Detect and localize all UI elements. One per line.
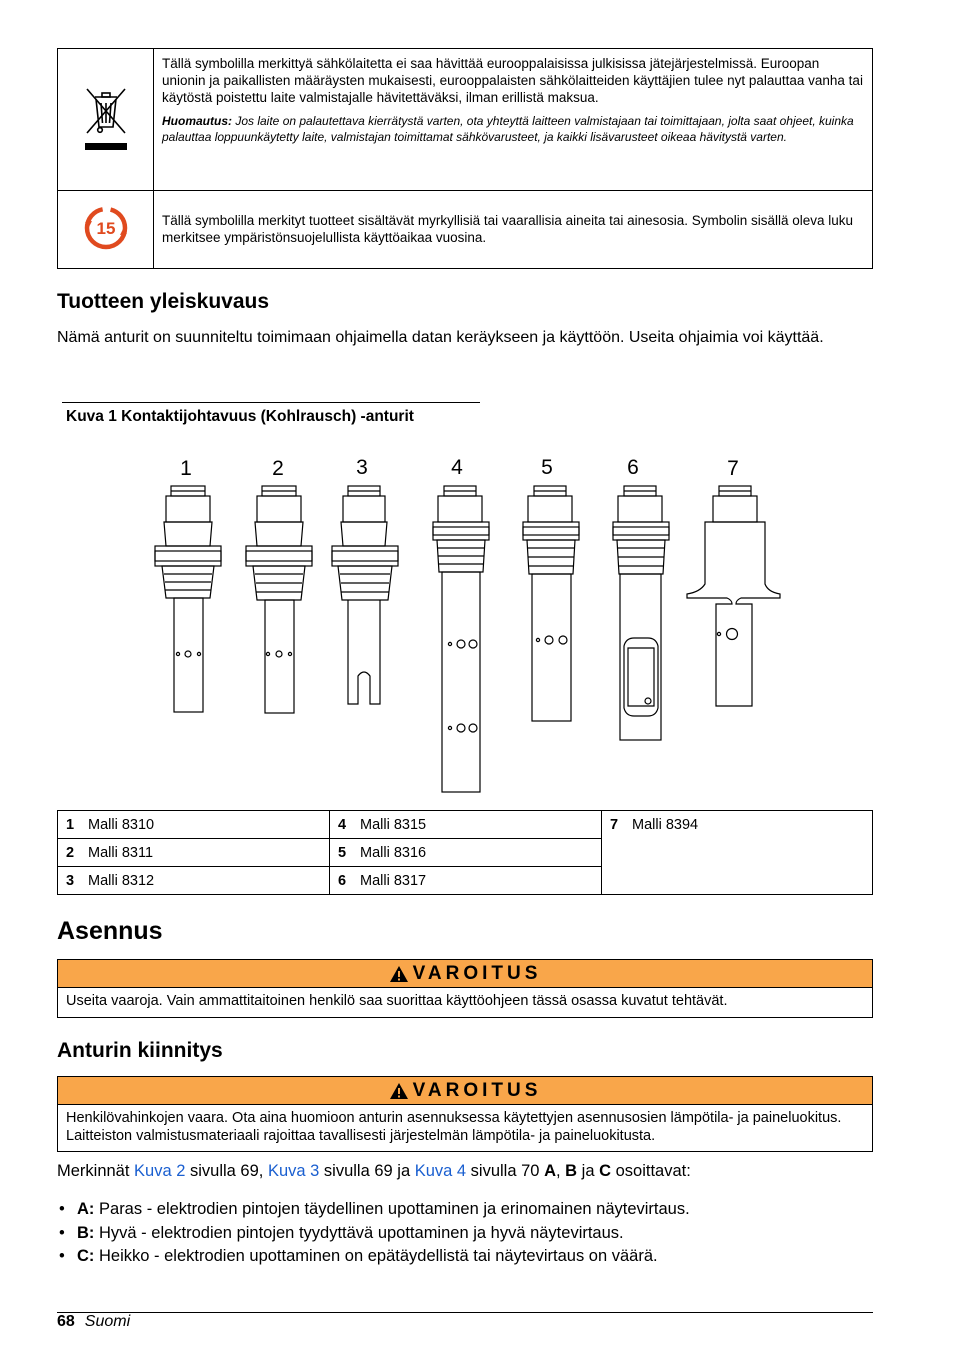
sensor-8310-drawing <box>155 486 221 712</box>
legend-item-5: 5 Malli 8316 <box>330 839 602 867</box>
link-kuva-4[interactable]: Kuva 4 <box>414 1162 467 1180</box>
rohs-text: Tällä symbolilla merkityt tuotteet sisältävät myrkyllisiä tai vaarallisia aineita tai ainesosia. Symbolin sisällä oleva luku merkitsee ympäristönsuojelullista käyttöaikaa vuosina. <box>162 212 854 245</box>
warning-text: Useita vaaroja. Vain ammattitaitoinen henkilö saa suorittaa käyttöohjeen tässä osassa kuvatut tehtävät. <box>66 993 728 1009</box>
installation-heading: Asennus <box>57 917 163 945</box>
list-item: • B: Hyvä - elektrodien pintojen tyydyttävä upottaminen ja hyvä näytevirtaus. <box>57 1222 873 1246</box>
mounting-intro: Merkinnät Kuva 2 sivulla 69, Kuva 3 sivulla 69 ja Kuva 4 sivulla 70 A, B ja C osoittavat: <box>57 1162 691 1180</box>
footer-language: Suomi <box>84 1313 131 1330</box>
weee-icon-cell <box>58 49 154 191</box>
rohs-description <box>154 191 873 269</box>
sensor-figure <box>140 448 820 808</box>
warning-header <box>58 1077 872 1105</box>
figure-label-3: 3 <box>356 456 368 479</box>
symbol-row-rohs <box>58 191 873 269</box>
warning-title: VAROITUS <box>412 963 542 984</box>
legend-item-7: 7 Malli 8394 <box>602 811 873 895</box>
figure-label-7: 7 <box>727 457 739 480</box>
page-number: 68 <box>57 1313 75 1330</box>
sensor-8316-drawing <box>523 486 579 721</box>
list-item: • A: Paras - elektrodien pintojen täydellinen upottaminen ja erinomainen näytevirtaus. <box>57 1198 873 1222</box>
sensor-8394-drawing <box>687 486 780 706</box>
china-rohs-15-icon <box>82 204 130 252</box>
mounting-bullets <box>57 1198 873 1269</box>
overview-heading: Tuotteen yleiskuvaus <box>57 290 270 313</box>
legend-item-1: 1 Malli 8310 <box>58 811 330 839</box>
overview-text: Nämä anturit on suunniteltu toimimaan ohjaimella datan keräykseen ja käyttöön. Useita ohjaimia voi käyttää. <box>57 329 824 346</box>
note-label: Huomautus: <box>162 114 232 128</box>
warning-title: VAROITUS <box>412 1080 542 1101</box>
legend-item-2: 2 Malli 8311 <box>58 839 330 867</box>
figure-label-5: 5 <box>541 456 553 479</box>
legend-item-6: 6 Malli 8317 <box>330 867 602 895</box>
figure-label-2: 2 <box>272 457 284 480</box>
link-kuva-3[interactable]: Kuva 3 <box>267 1162 320 1180</box>
note-text: Jos laite on palautettava kierrätystä varten, ota yhteyttä laitteen valmistajaan tai toimittajaan, jolta saat ohjeet, kuinka palauttaa loppuunkäytetty laite, valmistajan toimittamat sähkövarusteet, ja kaikki lisävarusteet oikeaa hävitystä varten. <box>162 114 854 144</box>
sensor-8317-drawing <box>613 486 669 740</box>
legend-item-3: 3 Malli 8312 <box>58 867 330 895</box>
figure-label-1: 1 <box>180 457 192 480</box>
weee-description <box>154 49 873 191</box>
warning-triangle-icon <box>389 1082 409 1100</box>
symbol-table <box>57 48 873 269</box>
weee-text: Tällä symbolilla merkittyä sähkölaitetta ei saa hävittää eurooppalaisissa julkisissa jätejärjestelmissä. Euroopan unionin ja paikallisten määräysten mukaisesti, eurooppalaisten sähkölaitteiden käyttäjien tulee nyt palauttaa vanha tai käytöstä poistettu laite valmistajalle hävitettäväksi, ilman erillistä maksua. <box>162 56 863 105</box>
warning-header <box>58 960 872 988</box>
installation-warning <box>57 959 873 1018</box>
link-kuva-2[interactable]: Kuva 2 <box>134 1162 186 1180</box>
legend-item-4: 4 Malli 8315 <box>330 811 602 839</box>
weee-crossed-bin-icon <box>81 85 131 151</box>
sensor-8312-drawing <box>332 486 398 704</box>
footer-divider <box>57 1312 873 1313</box>
mounting-warning <box>57 1076 873 1152</box>
page-footer <box>57 1313 130 1331</box>
figure-caption: Kuva 1 Kontaktijohtavuus (Kohlrausch) -anturit <box>62 402 480 426</box>
figure-legend <box>57 810 873 895</box>
symbol-row-weee <box>58 49 873 191</box>
figure-label-6: 6 <box>627 456 639 479</box>
sensor-8315-drawing <box>433 486 489 792</box>
warning-triangle-icon <box>389 965 409 983</box>
mounting-heading: Anturin kiinnitys <box>57 1039 223 1062</box>
rohs-icon-cell <box>58 191 154 269</box>
warning-text: Henkilövahinkojen vaara. Ota aina huomioon anturin asennuksessa käytettyjen asennusosien lämpötila- ja paineluokitus. Laitteiston valmistusmateriaali rajoittaa tavallisesti järjestelmän lämpötila- ja paineluokitusta. <box>66 1110 842 1144</box>
svg-text:15: 15 <box>96 218 115 238</box>
figure-label-4: 4 <box>451 456 463 479</box>
sensor-8311-drawing <box>246 486 312 713</box>
weee-note <box>162 114 864 145</box>
list-item: • C: Heikko - elektrodien upottaminen on epätäydellistä tai näytevirtaus on väärä. <box>57 1245 873 1269</box>
